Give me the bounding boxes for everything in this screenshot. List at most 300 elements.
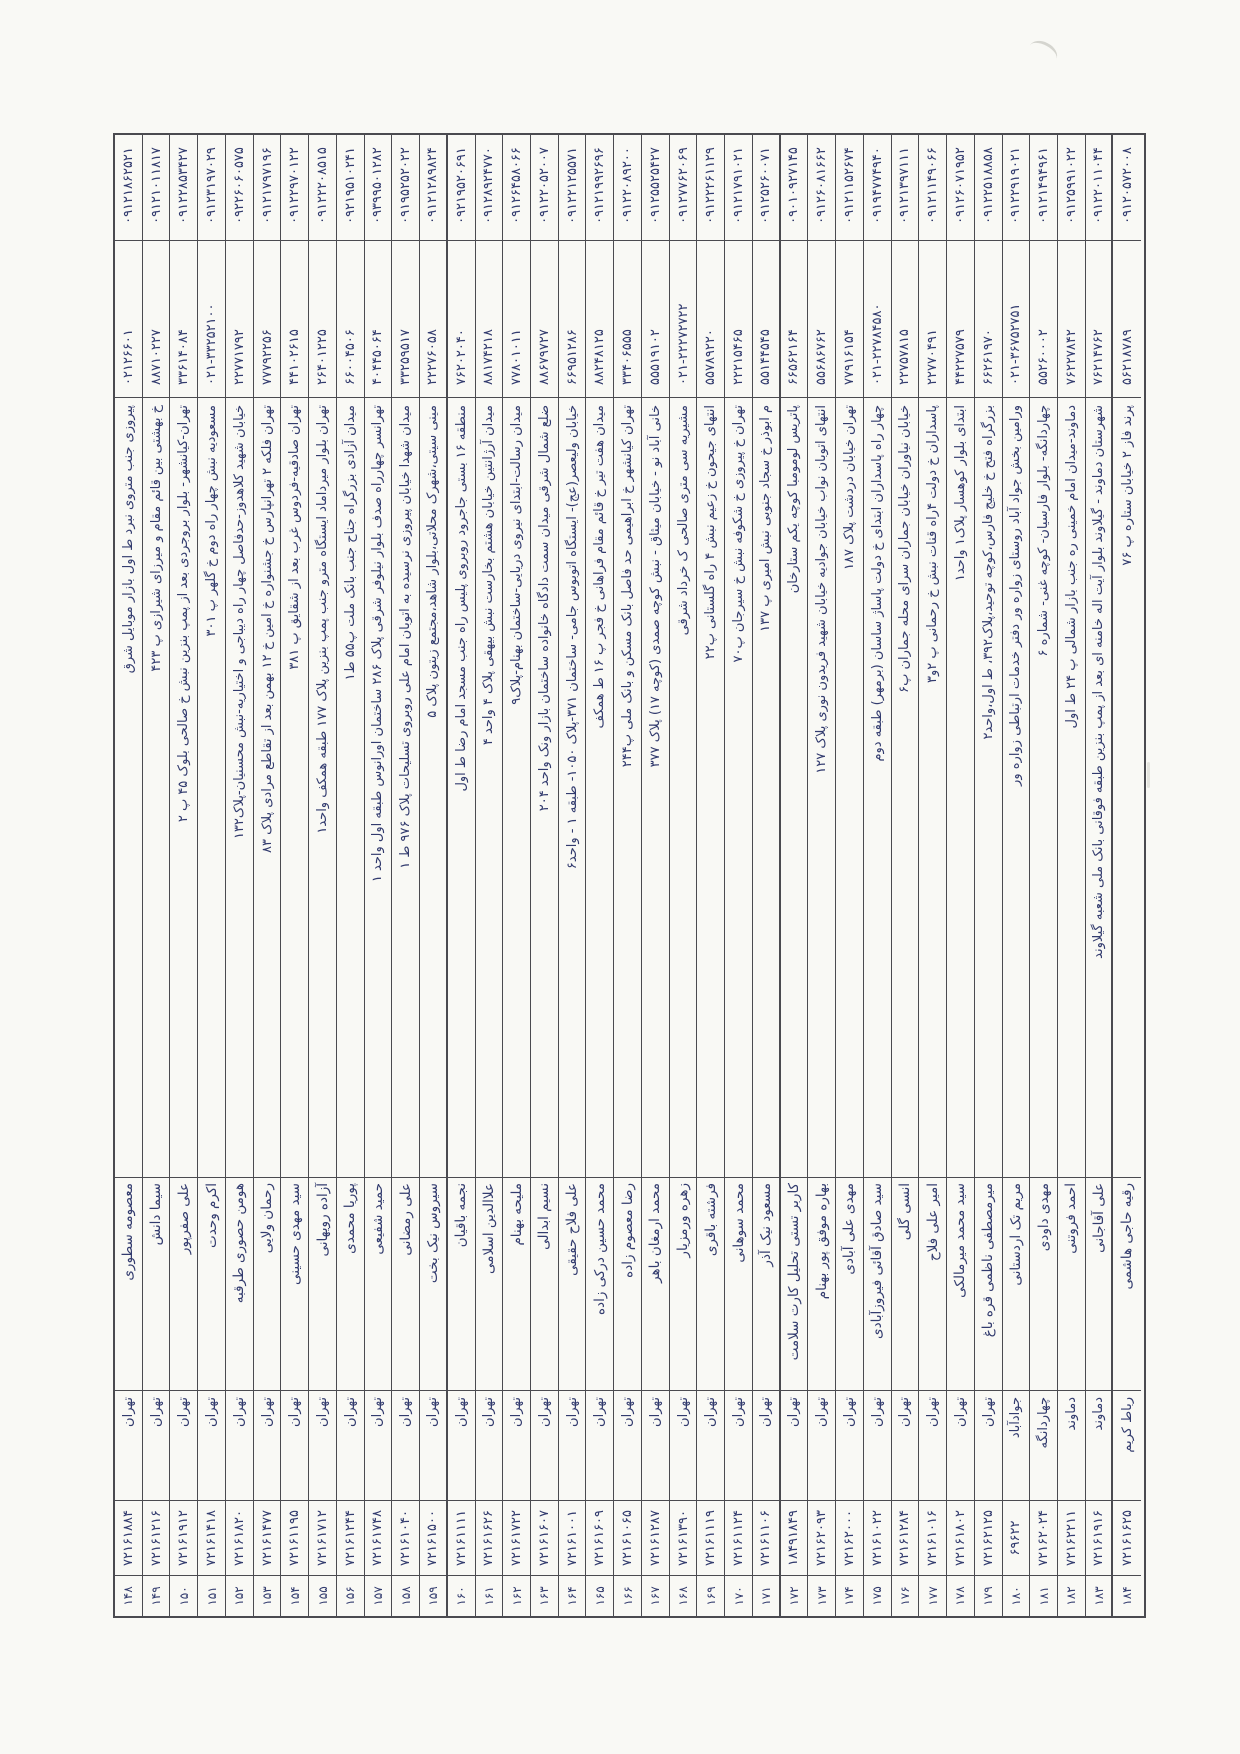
cell-code: ۷۲۱۶۱۲۴۴	[337, 1501, 364, 1576]
cell-phone: ۵۵۲۶۰۰۰۲	[1030, 241, 1057, 398]
cell-phone: ۸۸۲۴۸۱۲۵	[586, 241, 613, 398]
cell-code: ۷۲۱۶۱۶۰۷	[531, 1501, 558, 1576]
table-row	[1086, 135, 1114, 1616]
cell-row-number: ۱۷۹	[981, 1586, 996, 1606]
cell-address: خیابان ولیعصر(عج)- ایستگاه اتوبوس جامی- ساختمان ۳۷۱-پلاک ۱۰۵۰- طبقه ۱ - واحد۶	[559, 398, 586, 1178]
cell-phone: ۷۷۹۱۶۱۵۴	[836, 241, 863, 398]
cell-mobile: ۰۹۱۲۱۱۵۲۶۷۴	[836, 131, 863, 241]
cell-mobile: ۰۹۱۲۲۰۱۱۰۴۴	[1086, 131, 1112, 241]
cell-address: خ بهشتی بین قائم مقام و میرزای شیرازی پ ۴۲۳	[143, 398, 170, 1178]
cell-address: انتهای اتوبان نواب خیابان جوادیه خیابان شهید فریدون نوری پلاک ۱۲۷	[808, 398, 835, 1178]
cell-city: تهران	[170, 1391, 197, 1501]
cell-address: بزرگراه فتح خ خلیج فارس،کوچه توحید،پلاک۳۹۲، ط اول،واحد۲	[975, 398, 1002, 1178]
cell-code: ۶۹۶۲۲	[1003, 1501, 1030, 1576]
table-row	[392, 135, 420, 1616]
cell-mobile: ۰۹۱۲۲۹۱۹۰۲۱	[1003, 131, 1030, 241]
table-row	[115, 135, 143, 1616]
cell-row-number: ۱۵۳	[260, 1586, 275, 1606]
cell-address: شهرستان دماوند - گیلاوند بلوار آیت اله خامنه ای بعد از پمپ بنزین طبقه فوقانی بانک ملی شعبه گیلاوند	[1086, 398, 1112, 1178]
cell-city: تهران	[531, 1391, 558, 1501]
table-row	[781, 135, 809, 1616]
cell-address: مینی سیتی،شهرک محلاتی،بلوار شاهد،مجتمع زیتون پلاک ۵	[420, 398, 446, 1178]
scan-smudge	[1025, 36, 1061, 69]
cell-mobile: ۰۹۱۲۰۵۷۲۰۰۸	[1113, 131, 1141, 241]
cell-mobile: ۰۹۱۲۷۷۶۲۰۶۹	[670, 131, 697, 241]
table-row	[697, 135, 725, 1616]
cell-city: تهران	[947, 1391, 974, 1501]
cell-code: ۷۲۱۶۱۹۱۶	[1086, 1501, 1112, 1576]
cell-phone: ۷۷۸۰۱۰۱۱	[503, 241, 530, 398]
cell-name: امیر علی فلاح	[919, 1178, 946, 1391]
cell-city: تهران	[586, 1391, 613, 1501]
table-row	[836, 135, 864, 1616]
cell-name: انسی گلی	[892, 1178, 919, 1391]
cell-code: ۷۲۱۶۱۰۲۲	[864, 1501, 891, 1576]
cell-phone: ۳۳۶۱۴۰۸۴	[170, 241, 197, 398]
cell-row-number: ۱۷۶	[897, 1586, 912, 1606]
table-row	[254, 135, 282, 1616]
cell-address: منطقه ۱۶ بستی جاجرود روبروی پلیس راه جنب مسجد امام رضا ط اول	[448, 398, 475, 1178]
cell-address: میدان شهدا خیابان پیروزی نرسیده به اتوبان امام علی روبروی تسلیحات پلاک ۹۷۶ ط ۱	[392, 398, 419, 1178]
cell-phone: ۶۶۹۵۱۲۸۶	[559, 241, 586, 398]
cell-city: چهاردانگه	[1030, 1391, 1057, 1501]
cell-code: ۷۲۱۶۲۰۲۴	[1030, 1501, 1057, 1576]
cell-row-number: ۱۶۰	[454, 1586, 469, 1606]
cell-city: رباط کریم	[1113, 1391, 1141, 1501]
cell-name: مسعود نیک آذر	[753, 1178, 779, 1391]
table-row	[337, 135, 365, 1616]
cell-address: تهران بلوار میرداماد ایستگاه مترو جنب پمپ بنزین پلاک ۱۷۷ طبقه همکف واحد۱	[309, 398, 336, 1178]
cell-address: پاسداران خ دولت ۴راه قنات نبش خ رحمانی پ ۲و۳	[919, 398, 946, 1178]
table-row	[586, 135, 614, 1616]
cell-row-number: ۱۵۰	[176, 1586, 191, 1606]
cell-name: علاالدین اسلامی	[476, 1178, 503, 1391]
cell-city: تهران	[919, 1391, 946, 1501]
table-row	[892, 135, 920, 1616]
cell-city: تهران	[892, 1391, 919, 1501]
cell-code: ۷۲۱۶۱۱۱۹	[697, 1501, 724, 1576]
cell-row-number: ۱۸۰	[1008, 1586, 1023, 1606]
table-row	[975, 135, 1003, 1616]
cell-code: ۷۲۱۶۱۰۶۵	[614, 1501, 641, 1576]
cell-row-number: ۱۵۶	[343, 1586, 358, 1606]
cell-phone: ۳۳۲۵۹۵۱۷	[392, 241, 419, 398]
cell-row-number: ۱۵۸	[398, 1586, 413, 1606]
cell-code: ۷۲۱۶۲۲۱۱	[1058, 1501, 1085, 1576]
cell-address: تهران خیابان دردشت پلاک ۱۸۷	[836, 398, 863, 1178]
cell-address: تهران کیانشهر خ ابراهیمی حد فاصل بانک مسکن و بانک ملی پ۲۴۴	[614, 398, 641, 1178]
cell-phone: ۵۵۱۴۴۵۴۵	[753, 241, 779, 398]
table-row	[1058, 135, 1086, 1616]
cell-row-number: ۱۶۸	[676, 1586, 691, 1606]
cell-city: تهران	[143, 1391, 170, 1501]
cell-phone: ۲۲۷۵۷۸۱۵	[892, 241, 919, 398]
cell-name: مریم تک اردستانی	[1003, 1178, 1030, 1391]
cell-address: میدان رسالت-ابتدای نیروی دریایی-ساختمان بهنام-پلاک۹	[503, 398, 530, 1178]
cell-address: ابتدای بلوار کوهسار پلاک۱ واحد۱	[947, 398, 974, 1178]
cell-city: تهران	[697, 1391, 724, 1501]
cell-mobile: ۰۹۳۹۹۵۰۱۲۸۲	[365, 131, 392, 241]
cell-row-number: ۱۸۱	[1036, 1586, 1051, 1606]
cell-code: ۷۲۱۶۱۷۱۲	[309, 1501, 336, 1576]
cell-row-number: ۱۵۵	[315, 1586, 330, 1606]
table-row	[559, 135, 587, 1616]
cell-name: نجمه باقیان	[448, 1178, 475, 1391]
cell-mobile: ۰۹۱۲۵۲۶۰۰۷۱	[753, 131, 779, 241]
cell-city: تهران	[836, 1391, 863, 1501]
cell-address: تهران خ پیروزی خ شکوفه نبش خ سیرجان پ۷۰	[725, 398, 752, 1178]
cell-code: ۷۲۱۶۱۷۴۸	[365, 1501, 392, 1576]
cell-name: رقیه حاجی هاشمی	[1113, 1178, 1141, 1391]
cell-address: پاتریس لومومبا کوچه یکم ستارخان	[781, 398, 808, 1178]
cell-code: ۷۲۱۶۱۲۸۴	[892, 1501, 919, 1576]
cell-phone: ۷۶۲۲۷۸۴۲	[1058, 241, 1085, 398]
cell-row-number: ۱۶۲	[509, 1586, 524, 1606]
table-row	[365, 135, 393, 1616]
cell-address: مشیریه سی متری صالحی ک خرداد شرقی	[670, 398, 697, 1178]
cell-phone: ۰۲۱۲۶۶۰۱	[115, 241, 142, 398]
cell-phone: ۶۶۲۶۱۹۷۰	[975, 241, 1002, 398]
cell-city: تهران	[614, 1391, 641, 1501]
cell-phone: ۸۸۶۷۹۷۲۷	[531, 241, 558, 398]
cell-row-number: ۱۷۴	[842, 1586, 857, 1606]
cell-row-number: ۱۷۱	[758, 1586, 773, 1606]
cell-phone: ۵۵۷۸۹۲۲۰	[697, 241, 724, 398]
cell-code: ۷۲۱۶۱۴۷۷	[254, 1501, 281, 1576]
table-row	[420, 135, 448, 1616]
cell-mobile: ۰۹۱۲۲۰۸۹۲۰۰	[614, 131, 641, 241]
cell-code: ۷۲۱۶۱۰۰۱	[559, 1501, 586, 1576]
cell-row-number: ۱۵۴	[287, 1586, 302, 1606]
cell-code: ۷۲۱۶۱۱۱۱	[448, 1501, 475, 1576]
cell-name: کاربر تستی تحلیل کارت سلامت	[781, 1178, 808, 1391]
table-row	[753, 135, 781, 1616]
table-row	[143, 135, 171, 1616]
cell-row-number: ۱۶۵	[592, 1586, 607, 1606]
cell-name: رحمان ولایی	[254, 1178, 281, 1391]
cell-row-number: ۱۸۲	[1064, 1586, 1079, 1606]
cell-city: تهران	[864, 1391, 891, 1501]
cell-address: میدان هفت تیر خ قائم مقام فراهانی خ فجر پ ۱۶ ط همکف	[586, 398, 613, 1178]
cell-mobile: ۰۹۱۲۱۳۹۷۱۱۱	[892, 131, 919, 241]
cell-city: تهران	[476, 1391, 503, 1501]
cell-row-number: ۱۸۴	[1120, 1586, 1135, 1606]
table-row	[503, 135, 531, 1616]
cell-city: تهران	[753, 1391, 779, 1501]
cell-code: ۷۲۱۶۱۸۰۲	[947, 1501, 974, 1576]
cell-address: م ابوذر خ سجاد جنوبی نبش امیری پ ۱۳۷	[753, 398, 779, 1178]
cell-address: چهاردانگه- بلوار فارسیان- کوچه غنی- شماره ۶	[1030, 398, 1057, 1178]
cell-city: تهران	[642, 1391, 669, 1501]
cell-mobile: ۰۹۱۹۴۷۷۴۹۴۰	[864, 131, 891, 241]
cell-address: میدان آزادی بزرگراه جناح جنب بانک ملت پ۵۵ ط۱	[337, 398, 364, 1178]
cell-city: دماوند	[1058, 1391, 1085, 1501]
cell-mobile: ۰۹۱۲۵۵۲۵۴۲۷	[642, 131, 669, 241]
cell-address: پیروزی جنب متروی نبرد ط اول بازار موبایل شرق	[115, 398, 142, 1178]
cell-name: محمد حسین درکی زاده	[586, 1178, 613, 1391]
cell-phone: ۷۶۲۱۴۷۶۲	[1086, 241, 1112, 398]
cell-mobile: ۰۹۱۲۱۹۹۲۶۹۶	[586, 131, 613, 241]
cell-mobile: ۰۹۱۲۶۴۵۸۰۶۶	[503, 131, 530, 241]
cell-code: ۷۲۱۶۱۵۰۰	[420, 1501, 446, 1576]
cell-code: ۷۲۱۶۲۰۰۰	[836, 1501, 863, 1576]
cell-name: علی فلاح حقیقی	[559, 1178, 586, 1391]
cell-mobile: ۰۹۱۲۵۹۹۱۰۲۲	[1058, 131, 1085, 241]
registry-table	[113, 133, 1146, 1618]
cell-name: زهره ورمزیار	[670, 1178, 697, 1391]
cell-phone: ۲۲۷۷۰۴۹۱	[919, 241, 946, 398]
cell-city: تهران	[975, 1391, 1002, 1501]
cell-mobile: ۰۹۱۲۱۸۶۲۵۲۱	[115, 131, 142, 241]
cell-phone: ۶۶۵۶۲۱۶۴	[781, 241, 808, 398]
cell-code: ۷۲۱۶۱۴۱۸	[198, 1501, 225, 1576]
cell-city: جوادآباد	[1003, 1391, 1030, 1501]
cell-phone: ۶۶۰۰۴۵۰۶	[337, 241, 364, 398]
cell-code: ۷۲۱۶۱۶۲۶	[476, 1501, 503, 1576]
cell-address: ورامین بخش جواد آباد روستای زواره ور دفتر خدمات ارتباطی زواره ور	[1003, 398, 1030, 1178]
cell-name: فرشته باقری	[697, 1178, 724, 1391]
table-row	[170, 135, 198, 1616]
cell-row-number: ۱۵۲	[232, 1586, 247, 1606]
cell-code: ۷۲۱۶۱۲۱۶	[143, 1501, 170, 1576]
cell-name: سید مهدی حسینی	[281, 1178, 308, 1391]
cell-phone: ۵۶۲۱۸۷۸۹	[1113, 241, 1141, 398]
cell-city: تهران	[559, 1391, 586, 1501]
cell-phone: ۷۷۷۹۲۲۵۶	[254, 241, 281, 398]
cell-mobile: ۰۹۲۱۹۵۱۰۲۴۱	[337, 131, 364, 241]
cell-row-number: ۱۷۵	[870, 1586, 885, 1606]
cell-row-number: ۱۶۹	[703, 1586, 718, 1606]
cell-phone: ۸۸۱۷۴۲۱۸	[476, 241, 503, 398]
cell-mobile: ۰۹۱۲۲۲۶۱۱۲۹	[697, 131, 724, 241]
cell-address: میدان آرژانتین خیابان هشتم بخارست نبش بیهقی پلاک ۴ واحد ۴	[476, 398, 503, 1178]
cell-mobile: ۰۹۱۲۲۵۱۸۸۵۸	[975, 131, 1002, 241]
cell-mobile: ۰۹۱۲۶۰۷۱۹۵۲	[947, 131, 974, 241]
cell-row-number: ۱۶۶	[620, 1586, 635, 1606]
cell-name: مهدی داودی	[1030, 1178, 1057, 1391]
table-row	[919, 135, 947, 1616]
cell-code: ۷۲۱۶۲۱۲۵	[975, 1501, 1002, 1576]
cell-row-number: ۱۸۳	[1091, 1586, 1106, 1606]
cell-name: سیما دانش	[143, 1178, 170, 1391]
cell-mobile: ۰۹۱۲۲۰۵۲۰۰۷	[531, 131, 558, 241]
cell-mobile: ۰۹۱۹۵۲۵۲۰۲۲	[392, 131, 419, 241]
cell-name: علی آقاجانی	[1086, 1178, 1112, 1391]
cell-row-number: ۱۵۱	[204, 1586, 219, 1606]
cell-row-number: ۱۷۳	[814, 1586, 829, 1606]
cell-address: خانی آباد نو - خیابان میثاق - نبش کوچه صمدی (کوچه ۱۷) پلاک ۳۷۷	[642, 398, 669, 1178]
cell-phone: ۰۲۱-۳۳۲۵۲۱۰۰	[198, 241, 225, 398]
cell-row-number: ۱۶۳	[537, 1586, 552, 1606]
cell-phone: ۰۲۱-۲۲۷۸۴۵۸۰	[864, 241, 891, 398]
cell-code: ۷۲۱۶۲۰۹۳	[808, 1501, 835, 1576]
cell-name: پوریا محمدی	[337, 1178, 364, 1391]
cell-code: ۷۲۱۶۱۶۰۹	[586, 1501, 613, 1576]
cell-mobile: ۰۹۰۱۰۹۲۷۱۴۵	[781, 131, 808, 241]
cell-mobile: ۰۹۱۲۲۸۵۳۴۲۷	[170, 131, 197, 241]
cell-mobile: ۰۹۱۲۳۱۹۷۰۲۹	[198, 131, 225, 241]
table-row	[1003, 135, 1031, 1616]
cell-city: تهران	[420, 1391, 446, 1501]
cell-city: تهران	[281, 1391, 308, 1501]
cell-phone: ۵۵۶۸۶۷۶۲	[808, 241, 835, 398]
cell-row-number: ۱۷۰	[731, 1586, 746, 1606]
cell-city: تهران	[503, 1391, 530, 1501]
cell-row-number: ۱۴۸	[121, 1586, 136, 1606]
cell-mobile: ۰۹۱۲۱۲۸۹۸۲۴	[420, 131, 446, 241]
cell-city: تهران	[448, 1391, 475, 1501]
cell-name: معصومه سطوری	[115, 1178, 142, 1391]
cell-code: ۷۲۱۶۱۹۱۲	[170, 1501, 197, 1576]
cell-name: اکرم وحدت	[198, 1178, 225, 1391]
cell-phone: ۴۴۲۲۷۵۷۹	[947, 241, 974, 398]
cell-code: ۷۲۱۶۱۰۱۶	[919, 1501, 946, 1576]
cell-city: تهران	[670, 1391, 697, 1501]
cell-name: میرمصطفی ناظمی قره باغ	[975, 1178, 1002, 1391]
cell-address: تهرانسر چهارراه صدف بلوار نیلوفر شرقی پلاک ۲۸۶ ساختمان اورانوس طبقه اول واحد ۱	[365, 398, 392, 1178]
cell-mobile: ۰۹۱۲۲۹۷۰۱۲۲	[281, 131, 308, 241]
cell-name: مهدی علی آبادی	[836, 1178, 863, 1391]
cell-code: ۷۲۱۶۱۸۸۴	[115, 1501, 142, 1576]
table-row	[642, 135, 670, 1616]
cell-mobile: ۰۹۱۲۲۱۲۵۵۷۱	[559, 131, 586, 241]
cell-city: تهران	[115, 1391, 142, 1501]
cell-city: تهران	[725, 1391, 752, 1501]
cell-name: آزاده رویهانی	[309, 1178, 336, 1391]
cell-phone: ۲۲۲۱۵۴۶۵	[725, 241, 752, 398]
table-row	[281, 135, 309, 1616]
cell-name: حمید شفیعی	[365, 1178, 392, 1391]
table-row	[670, 135, 698, 1616]
cell-code: ۷۲۱۶۱۸۲۰	[226, 1501, 253, 1576]
table-row	[309, 135, 337, 1616]
cell-mobile: ۰۹۲۱۹۵۲۰۶۹۱	[448, 131, 475, 241]
cell-row-number: ۱۷۲	[786, 1586, 801, 1606]
cell-city: تهران	[254, 1391, 281, 1501]
cell-code: ۷۲۱۶۱۳۹۰	[670, 1501, 697, 1576]
table-row	[448, 135, 476, 1616]
cell-address: مسعودیه نبش چهار راه دوم خ گلهر پ ۳۰۱	[198, 398, 225, 1178]
cell-mobile: ۰۹۱۲۱۴۹۴۹۶۱	[1030, 131, 1057, 241]
table-row	[725, 135, 753, 1616]
cell-code: ۷۲۱۶۱۱۰۶	[753, 1501, 779, 1576]
cell-mobile: ۰۹۱۲۸۹۲۴۷۷۰	[476, 131, 503, 241]
cell-phone: ۴۴۱۰۲۶۱۵	[281, 241, 308, 398]
cell-city: تهران	[365, 1391, 392, 1501]
cell-code: ۷۲۱۶۱۲۸۷	[642, 1501, 669, 1576]
cell-name: بهاره موفق پور بهنام	[808, 1178, 835, 1391]
cell-phone: ۲۲۷۷۱۷۹۲	[226, 241, 253, 398]
cell-code: ۷۲۱۶۱۶۲۵	[1113, 1501, 1141, 1576]
cell-name: نسیم ابدالی	[531, 1178, 558, 1391]
cell-phone: ۸۸۷۱۰۲۲۷	[143, 241, 170, 398]
cell-city: تهران	[808, 1391, 835, 1501]
cell-city: تهران	[309, 1391, 336, 1501]
table-row	[1113, 135, 1141, 1616]
cell-name: احمد فروتنی	[1058, 1178, 1085, 1391]
cell-phone: ۷۶۲۰۲۰۴۰	[448, 241, 475, 398]
cell-mobile: ۰۹۱۲۱۷۹۷۱۹۶	[254, 131, 281, 241]
table-row	[808, 135, 836, 1616]
cell-city: دماوند	[1086, 1391, 1112, 1501]
cell-city: تهران	[226, 1391, 253, 1501]
table-row	[198, 135, 226, 1616]
table-row	[1030, 135, 1058, 1616]
cell-row-number: ۱۴۹	[149, 1586, 164, 1606]
cell-code: ۱۸۴۹۱۸۴۹	[781, 1501, 808, 1576]
cell-city: تهران	[781, 1391, 808, 1501]
cell-name: سید محمد میرمالکی	[947, 1178, 974, 1391]
cell-name: سیروس نیک بخت	[420, 1178, 446, 1391]
table-row	[226, 135, 254, 1616]
cell-city: تهران	[198, 1391, 225, 1501]
cell-address: تهران فلکه ۲ تهرانپارس خ جشنواره خ امین خ ۱۲ بهمن بعد از تقاطع مرادی پلاک ۸۳	[254, 398, 281, 1178]
cell-name: علی صفرپور	[170, 1178, 197, 1391]
cell-mobile: ۰۹۱۲۲۲۰۸۵۱۵	[309, 131, 336, 241]
table-row	[947, 135, 975, 1616]
cell-phone: ۲۲۲۷۶۰۵۸	[420, 241, 446, 398]
cell-row-number: ۱۷۷	[925, 1586, 940, 1606]
cell-code: ۷۲۱۶۱۰۴۰	[392, 1501, 419, 1576]
cell-phone: ۵۵۵۱۹۱۰۲	[642, 241, 669, 398]
cell-name: هومن حصوری طرقبه	[226, 1178, 253, 1391]
cell-row-number: ۱۵۷	[370, 1586, 385, 1606]
cell-address: خیابان شهید کلاهدوز-حدفاصل چهار راه دیباجی و اختیاریه-نبش محسنیان-پلاک۱۳۲	[226, 398, 253, 1178]
cell-phone: ۲۶۴۰۱۲۲۵	[309, 241, 336, 398]
table-row	[531, 135, 559, 1616]
cell-row-number: ۱۷۸	[953, 1586, 968, 1606]
cell-name: محمد ارمغان باهر	[642, 1178, 669, 1391]
cell-mobile: ۰۹۱۲۶۰۸۱۶۶۲	[808, 131, 835, 241]
cell-mobile: ۰۹۱۲۱۱۴۹۰۶۶	[919, 131, 946, 241]
cell-address: دماوند-میدان امام خمینی ره جنب بازار شمالی پ ۲۴ ط اول	[1058, 398, 1085, 1178]
cell-name: علی رمضانی	[392, 1178, 419, 1391]
rotated-table-area	[113, 133, 1146, 1618]
cell-row-number: ۱۶۷	[648, 1586, 663, 1606]
cell-address: تهران-کیانشهر- بلوار بروجردی بعد از پمپ بنزین نبش خ صالحی بلوک ۴۵ پ ۲	[170, 398, 197, 1178]
cell-code: ۷۲۱۶۱۷۲۲	[503, 1501, 530, 1576]
cell-mobile: ۰۹۱۲۱۰۱۱۸۱۷	[143, 131, 170, 241]
cell-city: تهران	[337, 1391, 364, 1501]
cell-row-number: ۱۵۹	[425, 1586, 440, 1606]
cell-address: پرند فاز ۲ خیابان ستاره پ ۷۶	[1113, 398, 1141, 1178]
cell-phone: ۳۳۴۰۶۵۵۵	[614, 241, 641, 398]
cell-address: خیابان نیاوران خیابان جماران سرای محله جماران پ۶	[892, 398, 919, 1178]
cell-name: سید صادق آقائی فیروزآبادی	[864, 1178, 891, 1391]
cell-address: تهران صادقیه-فردوس غرب بعد از شقایق پ ۳۸۱	[281, 398, 308, 1178]
cell-phone: ۰۲۱-۳۶۷۵۲۷۵۱	[1003, 241, 1030, 398]
table-row	[476, 135, 504, 1616]
cell-mobile: ۰۹۱۲۱۷۹۱۰۲۱	[725, 131, 752, 241]
cell-code: ۷۲۱۶۱۱۹۵	[281, 1501, 308, 1576]
cell-city: تهران	[392, 1391, 419, 1501]
scan-edge-mark	[1147, 762, 1150, 788]
cell-name: محمد سوهانی	[725, 1178, 752, 1391]
cell-phone: ۴۰۴۴۵۰۶۴	[365, 241, 392, 398]
table-row	[864, 135, 892, 1616]
cell-phone: ۰۲۱-۲۲۲۷۲۷۲۲	[670, 241, 697, 398]
cell-code: ۷۲۱۶۱۱۲۴	[725, 1501, 752, 1576]
cell-address: انتهای جیحون خ زعیم نبش ۴ راه گلستانی پ۲۲	[697, 398, 724, 1178]
table-row	[614, 135, 642, 1616]
cell-name: رضا معصوم زاده	[614, 1178, 641, 1391]
cell-address: ضلع شمال شرقی میدان سمت دادگاه خانواده ساختمان بازار ونک واحد ۲۰۴	[531, 398, 558, 1178]
cell-address: چهار راه پاسداران ابتدای خ دولت پاساژ ساسان (برمهر) طبقه دوم	[864, 398, 891, 1178]
cell-row-number: ۱۶۱	[481, 1586, 496, 1606]
cell-mobile: ۰۹۲۲۶۰۶۰۵۷۵	[226, 131, 253, 241]
cell-row-number: ۱۶۴	[565, 1586, 580, 1606]
cell-name: ملیحه بهنام	[503, 1178, 530, 1391]
